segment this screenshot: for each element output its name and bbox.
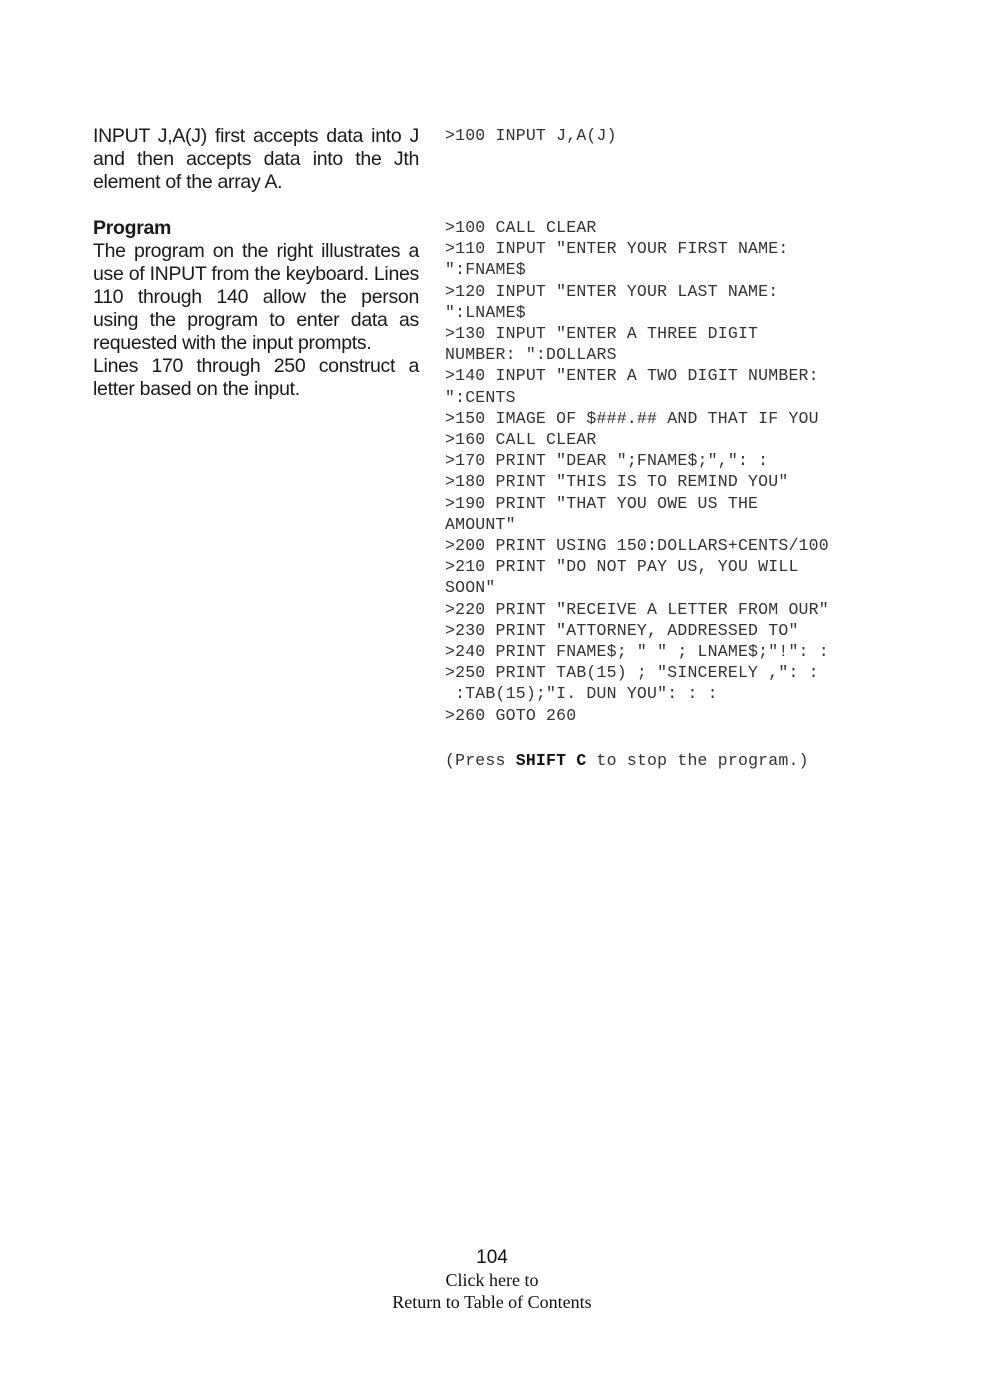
- code-line: >250 PRINT TAB(15) ; "SINCERELY ,": :: [445, 663, 819, 683]
- code-line: >100 INPUT J,A(J): [445, 126, 617, 145]
- code-line: >200 PRINT USING 150:DOLLARS+CENTS/100: [445, 536, 829, 556]
- code-line: AMOUNT": [445, 514, 516, 534]
- program-paragraph-1: The program on the right illustrates a use of INPUT from the keyboard. Lines 110 through 140 allow the person using the program to enter data as requested with the input prompts.: [93, 240, 419, 354]
- input-description: [93, 125, 419, 194]
- code-line: >240 PRINT FNAME$; " " ; LNAME$;"!": :: [445, 642, 829, 662]
- page-number: 104: [476, 1247, 508, 1268]
- page-footer: [0, 1247, 984, 1313]
- stop-program-note: [445, 751, 809, 770]
- code-line: >260 GOTO 260: [445, 705, 577, 725]
- toc-link-line-2[interactable]: Return to Table of Contents: [392, 1292, 592, 1312]
- code-line: >180 PRINT "THIS IS TO REMIND YOU": [445, 472, 789, 492]
- note-key: SHIFT C: [515, 751, 587, 770]
- note-prefix: (Press: [445, 751, 516, 770]
- code-line: >110 INPUT "ENTER YOUR FIRST NAME:: [445, 239, 789, 259]
- code-line: SOON": [445, 578, 496, 598]
- code-line: ":LNAME$: [445, 302, 526, 322]
- program-heading: Program: [93, 217, 172, 239]
- code-line: >130 INPUT "ENTER A THREE DIGIT: [445, 324, 759, 344]
- toc-link-line-1[interactable]: Click here to: [445, 1270, 539, 1290]
- code-line: NUMBER: ":DOLLARS: [445, 345, 617, 365]
- code-line: >210 PRINT "DO NOT PAY US, YOU WILL: [445, 557, 799, 577]
- code-line: >170 PRINT "DEAR ";FNAME$;",": :: [445, 451, 769, 471]
- program-paragraph-2: Lines 170 through 250 construct a letter based on the input.: [93, 355, 419, 400]
- code-line: >230 PRINT "ATTORNEY, ADDRESSED TO": [445, 620, 799, 640]
- program-description: [93, 217, 419, 401]
- code-line: >190 PRINT "THAT YOU OWE US THE: [445, 493, 759, 513]
- code-line: >100 CALL CLEAR: [445, 218, 597, 237]
- note-suffix: to stop the program.): [586, 751, 809, 770]
- code-line: >160 CALL CLEAR: [445, 430, 597, 450]
- code-line: >140 INPUT "ENTER A TWO DIGIT NUMBER:: [445, 366, 819, 386]
- program-code: [445, 217, 965, 726]
- code-line: >220 PRINT "RECEIVE A LETTER FROM OUR": [445, 599, 829, 619]
- code-line: :TAB(15);"I. DUN YOU": : :: [445, 684, 718, 704]
- code-line: >150 IMAGE OF $###.## AND THAT IF YOU: [445, 408, 819, 428]
- input-code: [445, 125, 965, 146]
- code-line: ":FNAME$: [445, 260, 526, 280]
- code-line: >120 INPUT "ENTER YOUR LAST NAME:: [445, 281, 779, 301]
- code-line: ":CENTS: [445, 387, 516, 407]
- input-description-text: INPUT J,A(J) first accepts data into J and then accepts data into the Jth element of the array A.: [93, 125, 419, 193]
